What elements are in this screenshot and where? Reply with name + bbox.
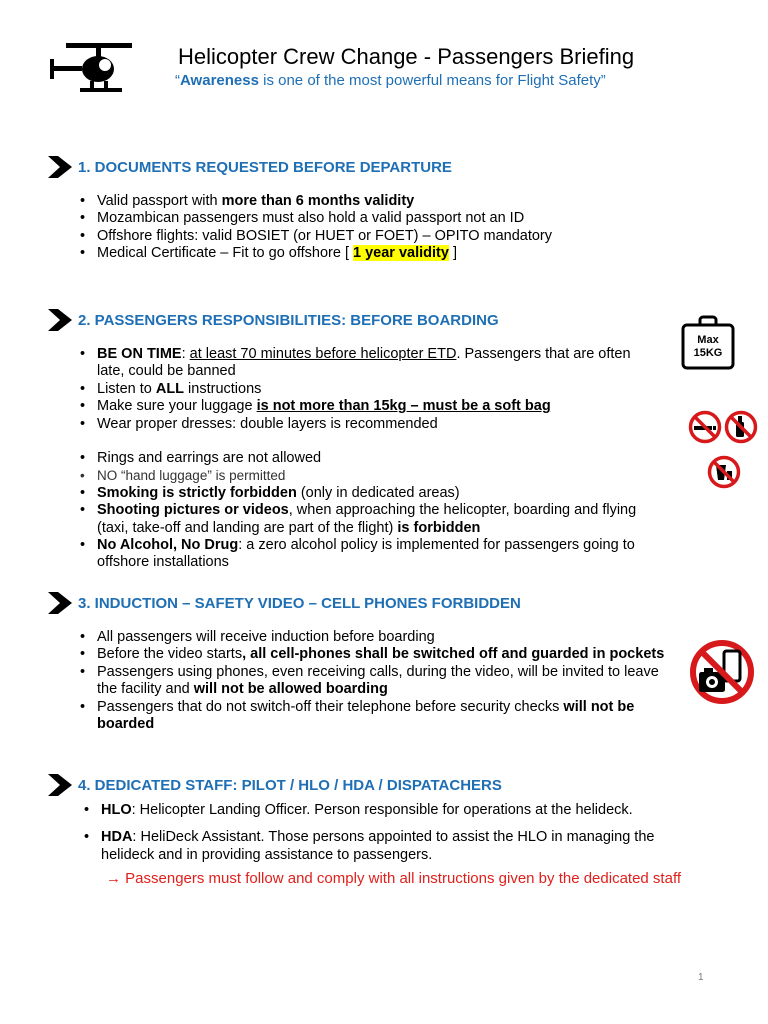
no-alcohol-icon [724,410,758,444]
list-item: • Medical Certificate – Fit to go offshore [ 1 year validity ] [80,245,655,262]
list-item: • Smoking is strictly forbidden (only in dedicated areas) [80,485,640,502]
page-number: 1 [698,972,704,983]
list-item: • Mozambican passengers must also hold a valid passport not an ID [80,210,655,227]
list-item: • NO “hand luggage” is permitted [80,467,640,484]
chevron-arrow-icon [48,156,72,178]
section-4-heading: 4. DEDICATED STAFF: PILOT / HLO / HDA / DISPATACHERS [48,774,502,796]
list-item: • No Alcohol, No Drug: a zero alcohol policy is implemented for passengers going to offshore installations [80,537,640,572]
chevron-arrow-icon [48,309,72,331]
list-item: • Make sure your luggage is not more than 15kg – must be a soft bag [80,398,640,415]
list-item: • HDA: HeliDeck Assistant. Those persons appointed to assist the HLO in managing the helideck and in providing assistance to passengers. [84,829,659,864]
helicopter-icon [46,40,136,96]
list-item: • Passengers using phones, even receiving calls, during the video, will be invited to leave the facility and will not be allowed boarding [80,664,665,699]
section-3-heading: 3. INDUCTION – SAFETY VIDEO – CELL PHONES FORBIDDEN [48,592,521,614]
section-3-list [80,629,665,733]
section-4-list [84,802,659,874]
list-item: • HLO: Helicopter Landing Officer. Person responsible for operations at the helideck. [84,802,659,819]
section-2-list [80,346,640,572]
no-drink-icon [707,455,741,489]
section-1-list [80,193,655,263]
list-item: • All passengers will receive induction before boarding [80,629,665,646]
list-item: • Before the video starts, all cell-phones shall be switched off and guarded in pockets [80,646,665,663]
list-item: • Wear proper dresses: double layers is recommended [80,416,640,433]
no-phone-camera-icon [684,639,760,705]
page-subtitle: “Awareness is one of the most powerful means for Flight Safety” [175,72,606,89]
list-item: • Offshore flights: valid BOSIET (or HUET or FOET) – OPITO mandatory [80,228,655,245]
list-item: • Passengers that do not switch-off their telephone before security checks will not be boarded [80,699,665,734]
list-item: • Listen to ALL instructions [80,381,640,398]
section-2-heading: 2. PASSENGERS RESPONSIBILITIES: BEFORE BOARDING [48,309,499,331]
luggage-max-label: Max 15KG [693,334,723,359]
no-smoking-icon [688,410,722,444]
staff-compliance-note: → Passengers must follow and comply with all instructions given by the dedicated staff [106,870,682,887]
list-item: • Rings and earrings are not allowed [80,450,640,467]
chevron-arrow-icon [48,592,72,614]
list-item: • Shooting pictures or videos, when approaching the helicopter, boarding and flying (taxi, take-off and landing are part of the flight) is forbidden [80,502,640,537]
section-1-heading: 1. DOCUMENTS REQUESTED BEFORE DEPARTURE [48,156,452,178]
list-item: • BE ON TIME: at least 70 minutes before helicopter ETD. Passengers that are often late, could be banned [80,346,640,381]
page-title: Helicopter Crew Change - Passengers Briefing [178,44,635,69]
chevron-arrow-icon [48,774,72,796]
list-item: • Valid passport with more than 6 months validity [80,193,655,210]
